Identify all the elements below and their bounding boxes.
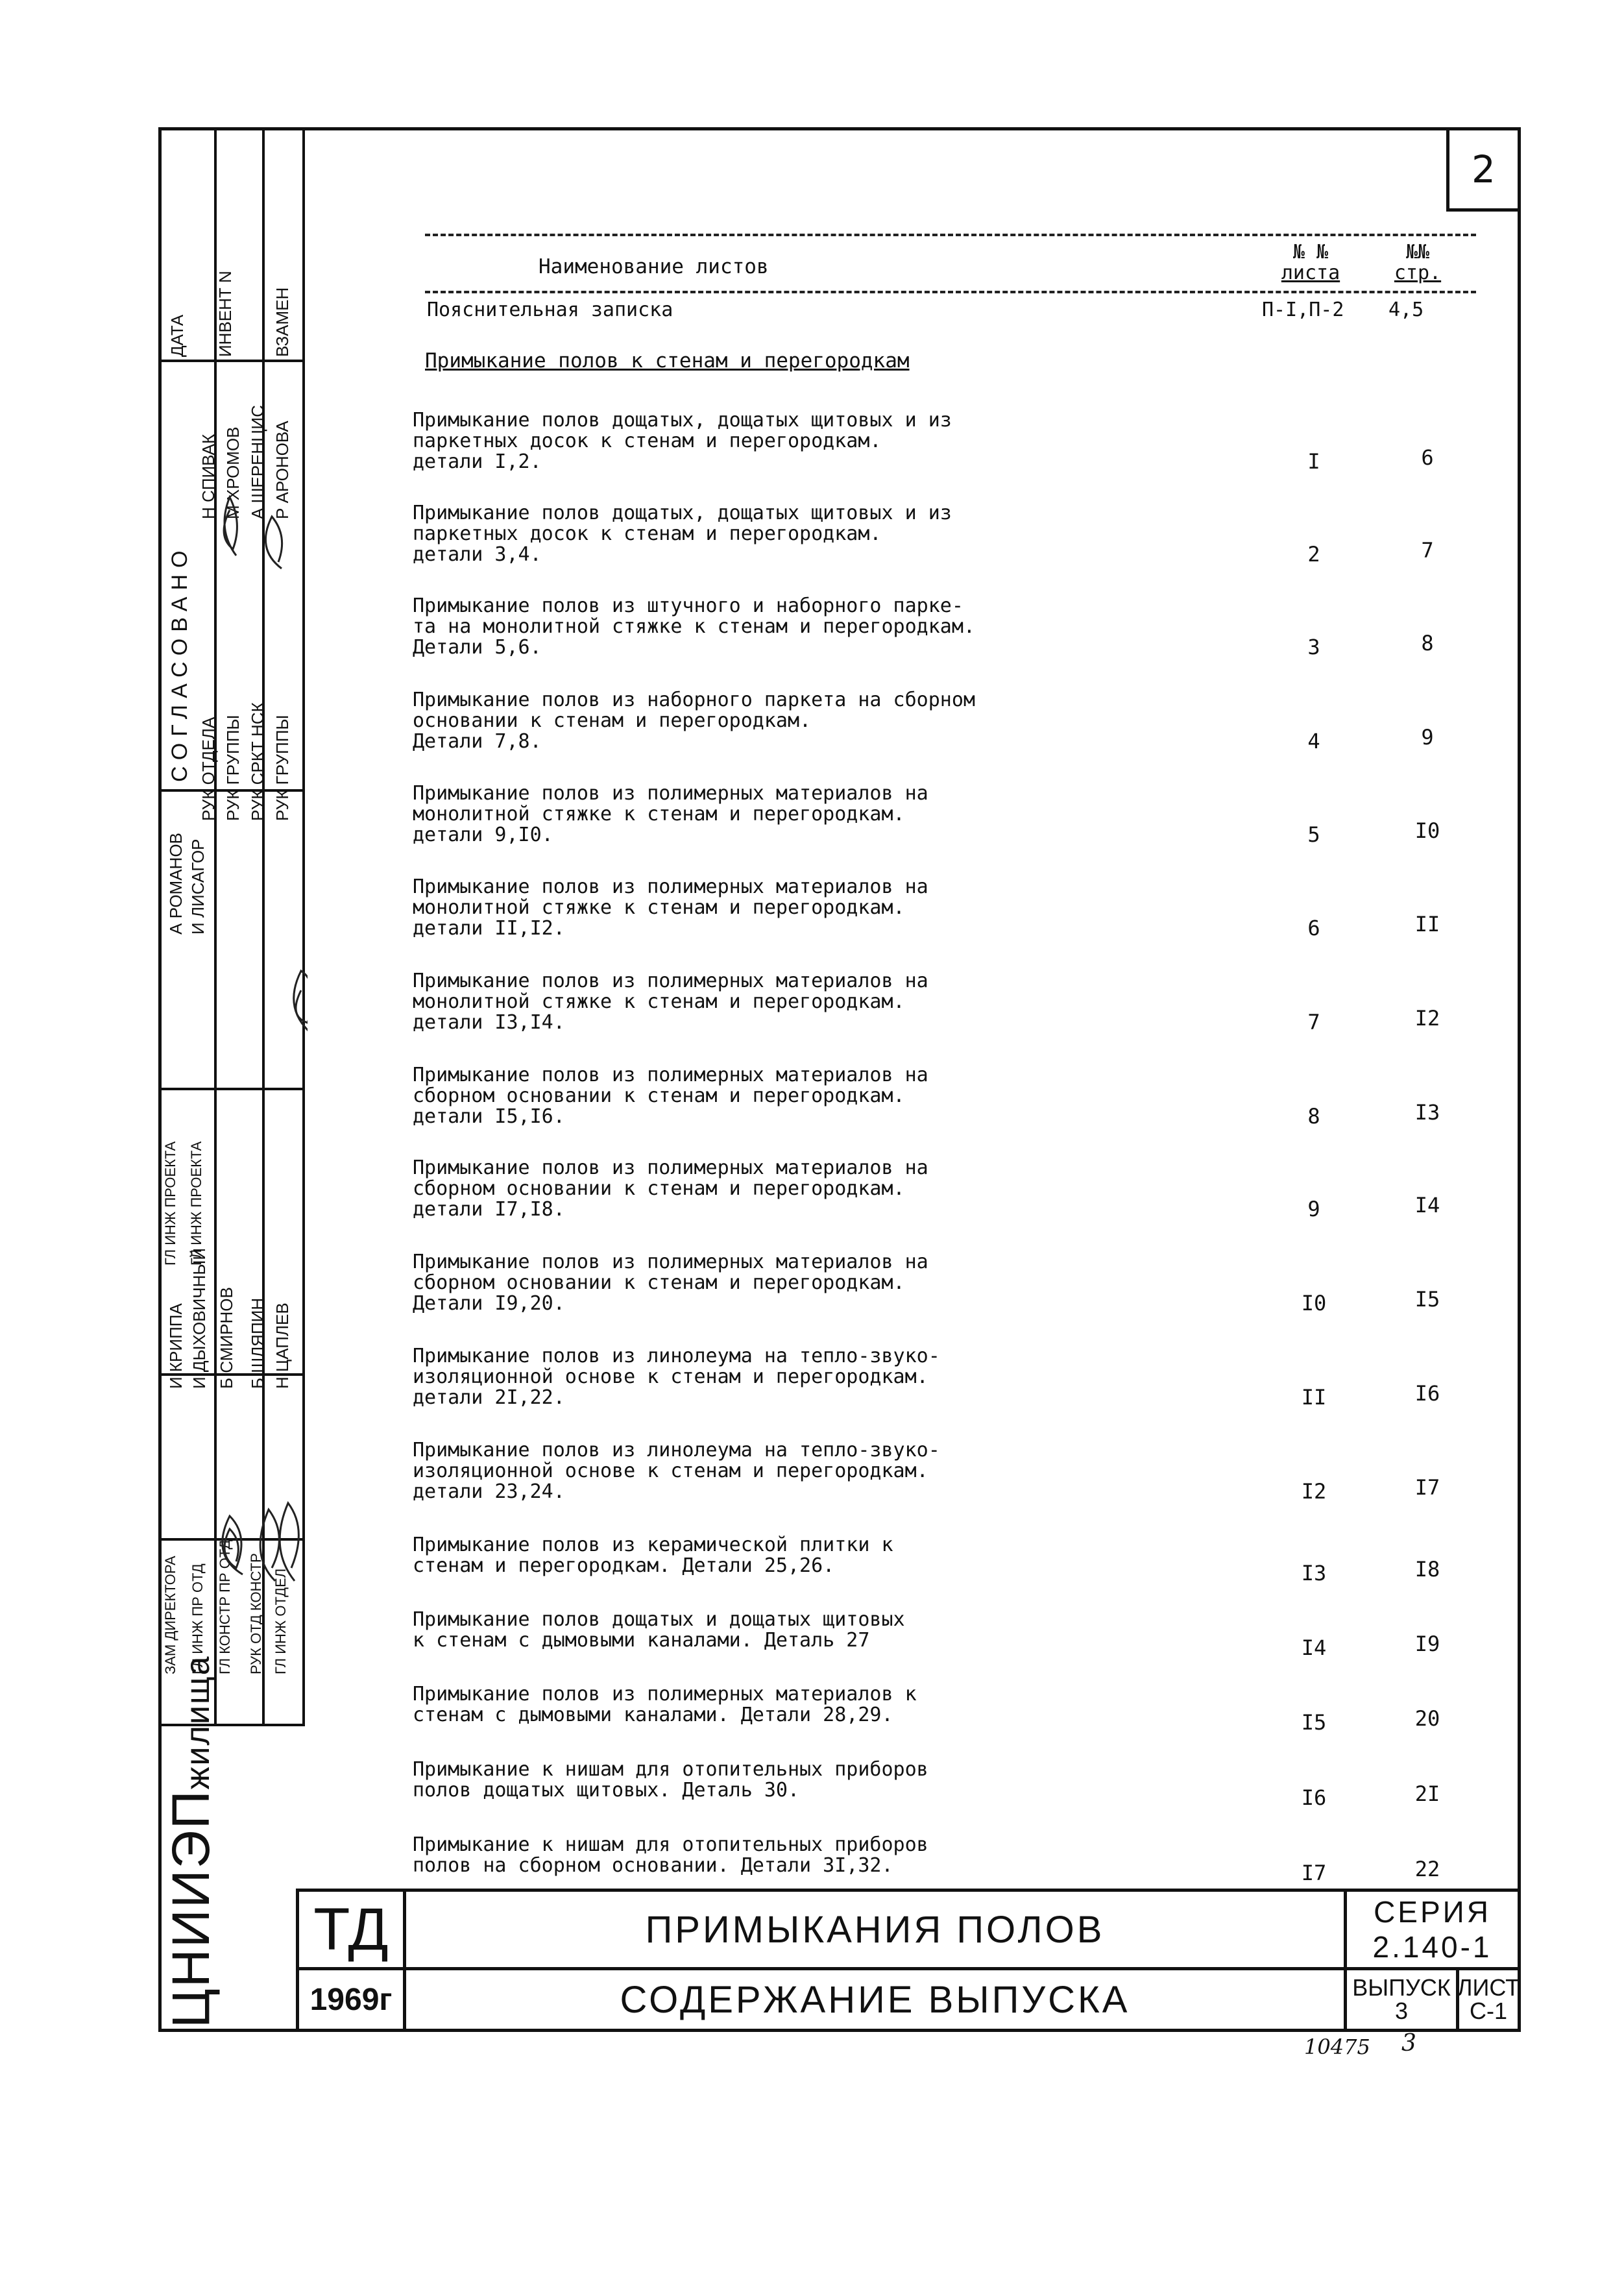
contents-row-title: Примыкание полов из полимерных материалов на монолитной стяжке к стенам и перегородкам. детали 9,I0. — [413, 782, 928, 846]
staff-role: ГЛ ИНЖ ПР ОТД — [189, 1563, 206, 1674]
title-block-year: 1969г — [296, 1967, 406, 2032]
project-person: А РОМАНОВ — [166, 833, 186, 935]
staff-role: ЗАМ ДИРЕКТОРА — [162, 1556, 178, 1674]
title-block — [296, 1889, 1521, 2032]
header-sheet-column-bottom: листа — [1281, 262, 1340, 284]
approver-role: РУК СРКТ НСК — [248, 702, 267, 821]
project-person: И ЛИСАГОР — [188, 838, 208, 935]
approver-role: РУК ГРУППЫ — [223, 715, 243, 821]
contents-row-page: I7 — [1414, 1475, 1440, 1500]
stamp-approved-label: СОГЛАСОВАНО — [167, 544, 192, 782]
contents-row-page: I5 — [1414, 1287, 1440, 1312]
stamp-inventory-label: ИНВЕНТ N — [215, 271, 235, 357]
staff-role: РУК ОТД КОНСТР — [248, 1553, 264, 1674]
signature-mark — [265, 517, 282, 569]
staff-role: ГЛ КОНСТР ПР ОТД — [217, 1539, 233, 1674]
header-sheet-column — [1268, 242, 1353, 284]
header-page-column — [1376, 242, 1460, 284]
header-dash-top — [425, 234, 1476, 236]
contents-row-page: 9 — [1421, 725, 1434, 750]
approver-name: М ХРОМОВ — [223, 426, 243, 519]
title-block-issue — [1344, 1967, 1459, 2032]
approver-name: Р АРОНОВА — [273, 421, 292, 519]
header-dash-bottom — [425, 291, 1476, 293]
approver-name: А ШЕРЕНЦИС — [248, 405, 267, 519]
contents-row-sheet: II — [1301, 1385, 1327, 1410]
contents-row-sheet: 8 — [1307, 1104, 1320, 1129]
contents-row-title: Примыкание полов из линолеума на тепло-звуко- изоляционной основе к стенам и перегородкам. детали 23,24. — [413, 1439, 940, 1503]
contents-row-page: I8 — [1414, 1557, 1440, 1582]
contents-row-title: Примыкание полов из наборного паркета на сборном основании к стенам и перегородкам. Детали 7,8. — [413, 689, 975, 753]
contents-row-sheet: I4 — [1301, 1635, 1327, 1660]
contents-row-title: Примыкание полов из линолеума на тепло-звуко- изоляционной основе к стенам и перегородкам. детали 2I,22. — [413, 1345, 940, 1409]
contents-row-page: 6 — [1421, 445, 1434, 470]
series-label: СЕРИЯ — [1374, 1895, 1491, 1929]
contents-row-title: Примыкание полов из полимерных материалов на сборном основании к стенам и перегородкам. детали I7,I8. — [413, 1156, 928, 1221]
signature-mark — [294, 971, 308, 1036]
contents-row-sheet: 2 — [1307, 542, 1320, 567]
series-value: 2.140-1 — [1372, 1930, 1492, 1964]
contents-row-page: I0 — [1414, 818, 1440, 843]
contents-row-sheet: I — [1307, 449, 1320, 474]
approver-name: Н СПИВАК — [199, 434, 218, 519]
explanatory-note-sheet: П-I,П-2 — [1262, 299, 1344, 321]
contents-row-title: Примыкание полов из штучного и наборного парке- та на монолитной стяжке к стенам и перегородкам. Детали 5,6. — [413, 594, 975, 659]
contents-row-page: I4 — [1414, 1193, 1440, 1217]
contents-row-page: 20 — [1414, 1706, 1440, 1731]
archive-number: 10475 — [1304, 2035, 1370, 2059]
contents-row-title: Примыкание полов из полимерных материалов на монолитной стяжке к стенам и перегородкам. детали I3,I4. — [413, 970, 928, 1034]
contents-row-sheet: 5 — [1307, 822, 1320, 847]
signature-mark — [260, 1510, 279, 1581]
staff-role: ГЛ ИНЖ ОТДЕЛ — [273, 1568, 289, 1674]
title-block-series — [1344, 1889, 1521, 1970]
contents-row-page: 22 — [1414, 1857, 1440, 1881]
contents-row-sheet: 3 — [1307, 635, 1320, 659]
contents-row-page: 2I — [1414, 1781, 1440, 1806]
section-title: Примыкание полов к стенам и перегородкам — [425, 349, 910, 373]
contents-row-page: I2 — [1414, 1006, 1440, 1031]
signature-mark — [224, 497, 237, 556]
contents-row-title: Примыкание полов дощатых, дощатых щитовых и из паркетных досок к стенам и перегородкам. детали 3,4. — [413, 502, 952, 566]
contents-row-sheet: 4 — [1307, 729, 1320, 753]
archive-suffix: 3 — [1401, 2030, 1416, 2057]
staff-name: И КРИППА — [166, 1303, 186, 1389]
title-block-code: ТД — [296, 1889, 406, 1970]
explanatory-note-page: 4,5 — [1388, 299, 1424, 321]
stamp-replaces-label: ВЗАМЕН — [273, 287, 292, 357]
contents-row-title: Примыкание полов из керамической плитки к стенам и перегородкам. Детали 25,26. — [413, 1534, 893, 1577]
project-role: ГЛ ИНЖ ПРОЕКТА — [188, 1141, 204, 1266]
organization-short: ЦНИИЭП — [162, 1789, 221, 2028]
contents-row-page: I6 — [1414, 1381, 1440, 1406]
staff-name: И ДЫХОВИЧНЫЙ — [189, 1247, 209, 1389]
contents-row-title: Примыкание к нишам для отопительных приборов полов на сборном основании. Детали 3I,32. — [413, 1833, 928, 1877]
contents-row-sheet: 7 — [1307, 1010, 1320, 1034]
project-role: ГЛ ИНЖ ПРОЕКТА — [162, 1141, 178, 1266]
contents-row-page: 7 — [1421, 538, 1434, 563]
signature-mark — [223, 1516, 243, 1574]
contents-row-page: I3 — [1414, 1100, 1440, 1125]
contents-row-title: Примыкание полов из полимерных материалов на монолитной стяжке к стенам и перегородкам. детали II,I2. — [413, 875, 928, 940]
title-block-sheet — [1456, 1967, 1521, 2032]
organization-suffix: жилища — [179, 1655, 217, 1790]
approver-role: РУК ГРУППЫ — [273, 715, 292, 821]
title-block-main-title: ПРИМЫКАНИЯ ПОЛОВ — [403, 1889, 1347, 1970]
staff-name: Б ШЛЯПИН — [248, 1297, 267, 1389]
explanatory-note-title: Пояснительная записка — [427, 299, 673, 321]
staff-name: Н ЦАПЛЕВ — [273, 1302, 292, 1389]
contents-row-sheet: 9 — [1307, 1197, 1320, 1221]
contents-row-sheet: 6 — [1307, 916, 1320, 940]
sheet-label: ЛИСТ — [1457, 1974, 1520, 2001]
sheet-number-box: 2 — [1446, 127, 1521, 212]
header-page-column-bottom: стр. — [1394, 262, 1442, 284]
organization-name — [161, 1655, 222, 2028]
contents-row-sheet: I2 — [1301, 1479, 1327, 1504]
contents-row-title: Примыкание полов из полимерных материалов к стенам с дымовыми каналами. Детали 28,29. — [413, 1683, 917, 1726]
issue-label: ВЫПУСК — [1352, 1974, 1451, 2001]
sheet-value: С-1 — [1469, 1998, 1507, 2024]
header-sheet-column-top: № № — [1292, 241, 1329, 263]
header-page-column-top: №№ — [1405, 241, 1430, 263]
contents-row-title: Примыкание полов из полимерных материалов на сборном основании к стенам и перегородкам. Детали I9,20. — [413, 1251, 928, 1315]
contents-row-page: I9 — [1414, 1632, 1440, 1656]
signature-mark — [280, 1503, 298, 1581]
contents-row-page: II — [1414, 912, 1440, 936]
issue-value: 3 — [1394, 1998, 1409, 2024]
contents-row-title: Примыкание полов из полимерных материалов на сборном основании к стенам и перегородкам. детали I5,I6. — [413, 1064, 928, 1128]
header-name-column: Наименование листов — [539, 255, 769, 278]
approver-role: РУК ОТДЕЛА — [199, 716, 218, 821]
stamp-date-label: ДАТА — [167, 314, 187, 357]
contents-row-sheet: I3 — [1301, 1561, 1327, 1585]
contents-row-title: Примыкание полов дощатых и дощатых щитовых к стенам с дымовыми каналами. Деталь 27 — [413, 1608, 905, 1652]
contents-row-sheet: I0 — [1301, 1291, 1327, 1315]
contents-row-title: Примыкание полов дощатых, дощатых щитовых и из паркетных досок к стенам и перегородкам. детали I,2. — [413, 409, 952, 473]
title-block-subtitle: СОДЕРЖАНИЕ ВЫПУСКА — [403, 1967, 1347, 2032]
contents-row-sheet: I6 — [1301, 1785, 1327, 1810]
contents-row-sheet: I7 — [1301, 1861, 1327, 1885]
contents-row-page: 8 — [1421, 631, 1434, 655]
contents-row-sheet: I5 — [1301, 1710, 1327, 1735]
staff-name: Б СМИРНОВ — [217, 1287, 236, 1389]
contents-row-title: Примыкание к нишам для отопительных приборов полов дощатых щитовых. Деталь 30. — [413, 1758, 928, 1802]
